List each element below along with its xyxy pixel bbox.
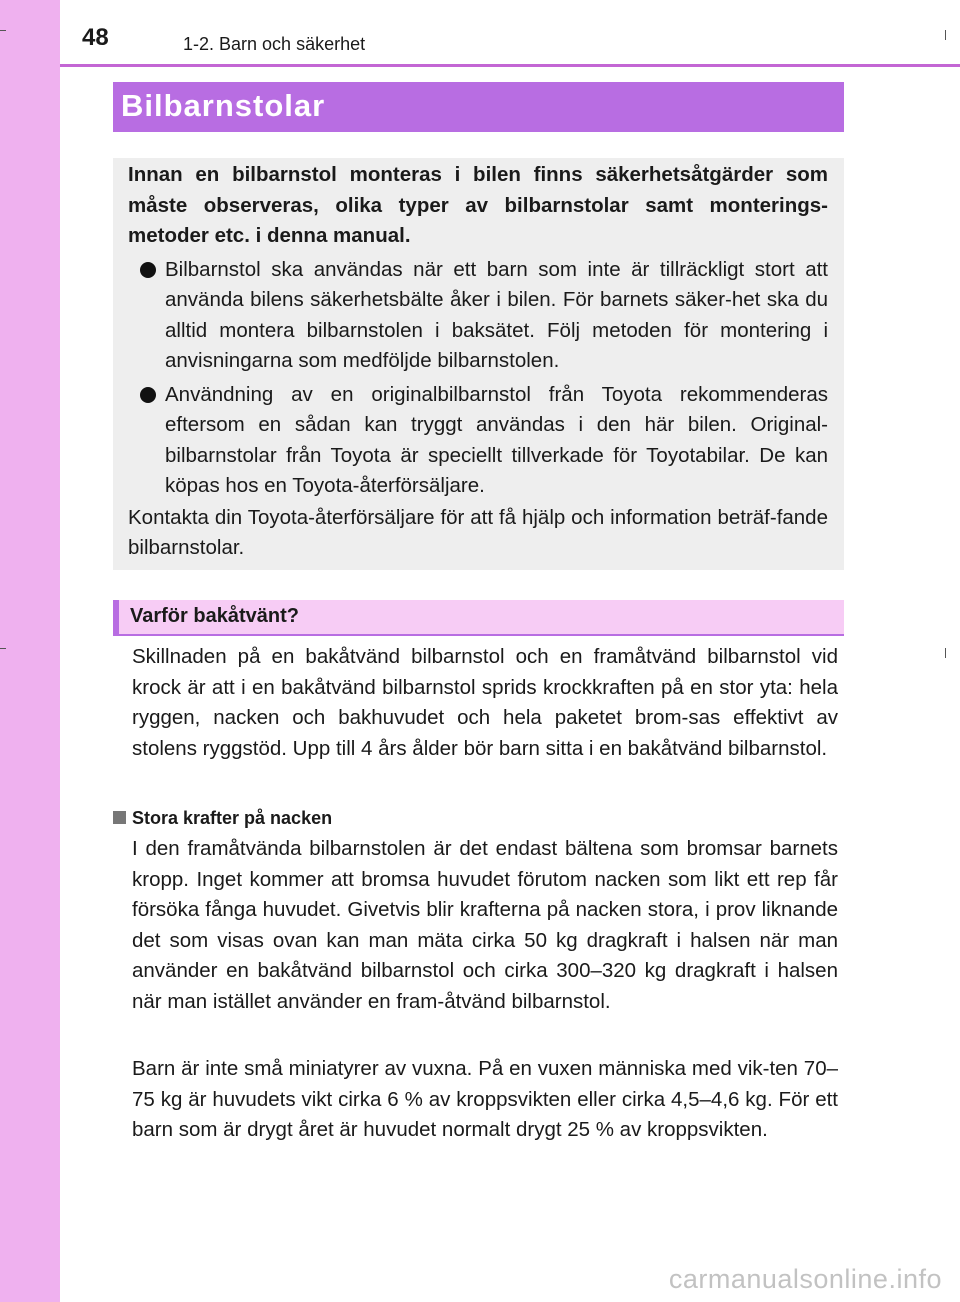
bullet-item	[128, 255, 828, 377]
subheading-bar	[113, 600, 844, 636]
intro-lead: Innan en bilbarnstol monteras i bilen finns säkerhetsåtgärder som måste observeras, olika typer av bilbarnstolar samt monterings-metoder etc. i denna manual.	[128, 163, 828, 247]
bullet-text: Användning av en originalbilbarnstol från Toyota rekommenderas eftersom en sådan kan tryggt användas i den här bilen. Original-bilbarnstolar från Toyota är speciellt tillverkade för Toyotabilar. De kan köpas hos en Toyota-återförsäljare.	[165, 382, 828, 497]
intro-box	[113, 158, 844, 570]
side-strip	[0, 0, 60, 1302]
topic-heading	[113, 808, 332, 829]
bullet-dot-icon	[140, 262, 156, 278]
intro-closing: Kontakta din Toyota-återförsäljare för att få hjälp och information beträf-fande bilbarnstolar.	[128, 505, 828, 559]
subheading-accent	[113, 600, 119, 636]
bullet-item	[128, 380, 828, 502]
subheading-label: Varför bakåtvänt?	[130, 605, 299, 627]
bullet-dot-icon	[140, 387, 156, 403]
page-title: Bilbarnstolar	[121, 88, 326, 123]
paragraph-3: Barn är inte små miniatyrer av vuxna. På en vuxen människa med vik-ten 70–75 kg är huvudets vikt cirka 6 % av kroppsvikten eller cirka 4,5–4,6 kg. För ett barn som är drygt året är huvudet normalt drygt 25 % av kroppsvikten.	[132, 1057, 838, 1141]
crop-mark	[0, 648, 6, 649]
section-label: 1-2. Barn och säkerhet	[183, 34, 366, 54]
paragraph-1: Skillnaden på en bakåtvänd bilbarnstol och en framåtvänd bilbarnstol vid krock är att i en bakåtvänd bilbarnstol sprids krockkraften på en stor yta: hela ryggen, nacken och bakhuvudet och hela paketet brom-sas effektivt av stolens ryggstöd. Upp till 4 års ålder bör barn sitta i en bakåtvänd bilbarnstol.	[132, 645, 838, 760]
topic-label: Stora krafter på nacken	[132, 808, 333, 828]
header-rule	[60, 64, 960, 67]
bullet-text: Bilbarnstol ska användas när ett barn som inte är tillräckligt stort att använda bilens säkerhetsbälte åker i bilen. För barnets säker-het ska du alltid montera bilbarnstolen i baksätet. Följ metoden för montering i anvisningarna som medföljde bilbarnstolen.	[165, 257, 828, 372]
title-bar	[113, 82, 844, 132]
square-bullet-icon	[113, 811, 126, 824]
paragraph-2: I den framåtvända bilbarnstolen är det endast bältena som bromsar barnets kropp. Inget kommer att bromsa huvudet förutom nacken som likt ett rep får försöka fånga huvudet. Givetvis blir krafterna på nacken stora, i prov liknande det som visas ovan kan man mäta cirka 50 kg dragkraft i halsen när man använder en bakåtvänd bilbarnstol och cirka 300–320 kg dragkraft i halsen när man istället använder en fram-åtvänd bilbarnstol.	[132, 837, 838, 1013]
crop-mark	[945, 648, 946, 658]
watermark: carmanualsonline.info	[668, 1264, 942, 1294]
page-number: 48	[82, 24, 109, 51]
page-header	[0, 0, 960, 66]
